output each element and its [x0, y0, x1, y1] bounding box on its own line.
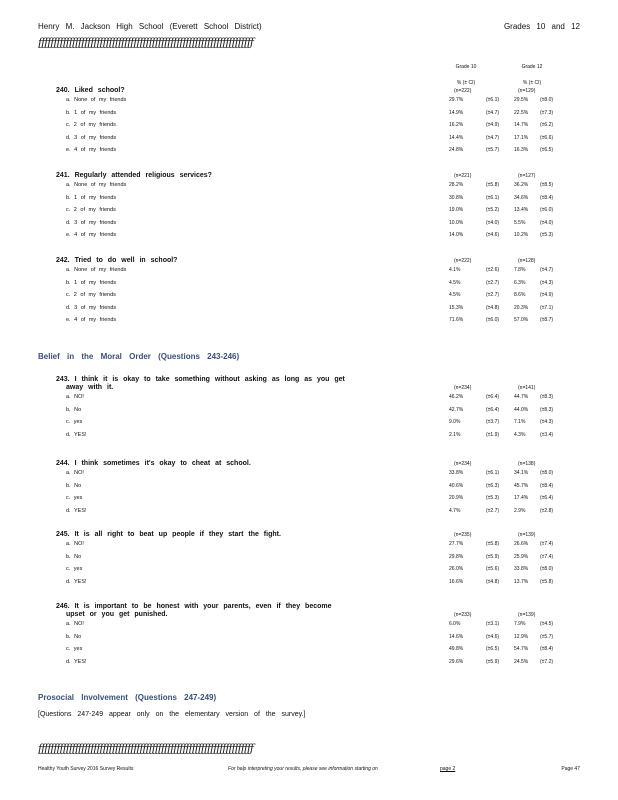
pct-grade12: 14.7% — [514, 122, 529, 128]
ci-grade10: (±4.6) — [486, 633, 500, 640]
n-grade12: (n=141) — [518, 385, 536, 391]
question-title — [56, 603, 576, 619]
answer-label: c. yes — [66, 646, 83, 652]
ci-grade12: (±8.3) — [540, 406, 554, 413]
pct-grade12: 16.3% — [514, 147, 529, 153]
question-text: 241. Regularly attended religious services? — [56, 172, 212, 179]
ci-grade12: (±7.4) — [540, 553, 554, 560]
answer-label: b. No — [66, 633, 82, 640]
answer-label: c. 2 of my friends — [66, 122, 116, 128]
question-block — [56, 531, 576, 589]
school-name: Henry M. Jackson High School (Everett School District) — [38, 22, 262, 31]
answer-label: d. YES! — [66, 578, 87, 585]
answer-row — [56, 506, 576, 519]
pct-grade10: 19.0% — [449, 207, 464, 213]
answer-row — [56, 481, 576, 494]
n-grade12: (n=138) — [518, 461, 536, 467]
answer-label: b. No — [66, 553, 82, 560]
question-text-cont: away with it. — [66, 384, 114, 391]
ci-grade12: (±5.3) — [540, 232, 554, 238]
n-grade10: (n=222) — [454, 88, 472, 94]
ci-grade12: (±4.0) — [540, 219, 554, 226]
answer-row — [56, 230, 576, 243]
pct-grade12: 45.7% — [514, 482, 529, 489]
pct-grade10: 29.6% — [449, 658, 464, 665]
footer-page-link[interactable]: page 2 — [440, 766, 456, 772]
ci-grade10: (±6.1) — [486, 194, 500, 201]
ci-grade12: (±6.4) — [540, 495, 554, 501]
question-text: 244. I think sometimes it's okay to cheat at school. — [56, 460, 251, 467]
pct-grade10: 6.0% — [449, 621, 461, 627]
ci-grade10: (±6.0) — [486, 317, 500, 323]
n-grade10: (n=234) — [454, 461, 472, 467]
ci-grade12: (±2.8) — [540, 507, 554, 514]
question-block — [56, 172, 576, 243]
grades-label: Grades 10 and 12 — [503, 22, 580, 31]
ci-grade10: (±5.8) — [486, 541, 500, 547]
ci-grade10: (±5.8) — [486, 182, 500, 188]
n-grade10: (n=234) — [454, 385, 472, 391]
question-block — [56, 257, 576, 328]
answer-row — [56, 577, 576, 590]
pct-grade12: 5.5% — [514, 219, 526, 226]
ci-grade12: (±7.1) — [540, 304, 554, 311]
ci-grade12: (±7.3) — [540, 109, 554, 116]
answer-row — [56, 95, 576, 108]
pct-grade10: 30.8% — [449, 194, 464, 201]
question-title — [56, 87, 576, 95]
pct-grade10: 24.8% — [449, 147, 464, 153]
ci-grade10: (±5.9) — [486, 553, 500, 560]
question-text: 240. Liked school? — [56, 87, 125, 94]
answer-row — [56, 133, 576, 146]
answer-row — [56, 405, 576, 418]
pct-grade12: 36.2% — [514, 182, 529, 188]
ci-grade12: (±8.0) — [540, 97, 554, 103]
ci-grade12: (±6.6) — [540, 134, 554, 141]
pct-grade10: 46.2% — [449, 394, 464, 400]
pct-grade10: 4.5% — [449, 292, 461, 298]
answer-label: a. NO! — [66, 541, 84, 547]
ci-grade12: (±4.3) — [540, 279, 554, 286]
pct-grade12: 57.0% — [514, 317, 529, 323]
answer-label: c. yes — [66, 495, 83, 501]
ci-grade12: (±8.4) — [540, 646, 554, 652]
ci-grade12: (±8.4) — [540, 482, 554, 489]
col-pct-12: % (± CI) — [522, 80, 542, 86]
answer-row — [56, 468, 576, 481]
pct-grade12: 54.7% — [514, 646, 529, 652]
answer-row — [56, 193, 576, 206]
ci-grade12: (±6.5) — [540, 147, 554, 153]
section-note: [Questions 247-249 appear only on the elementary version of the survey.] — [38, 711, 306, 718]
ci-grade12: (±3.4) — [540, 431, 554, 438]
question-title — [56, 257, 576, 265]
question-title — [56, 172, 576, 180]
ci-grade10: (±2.7) — [486, 507, 500, 514]
ci-grade10: (±6.1) — [486, 470, 500, 476]
ci-grade10: (±6.3) — [486, 482, 500, 489]
pct-grade12: 17.4% — [514, 495, 529, 501]
question-title — [56, 531, 576, 539]
answer-row — [56, 493, 576, 506]
question-block — [56, 460, 576, 518]
answer-row — [56, 120, 576, 133]
pct-grade10: 40.6% — [449, 482, 464, 489]
answer-row — [56, 539, 576, 552]
ci-grade10: (±4.7) — [486, 109, 500, 116]
pct-grade12: 44.0% — [514, 406, 529, 413]
ci-grade10: (±6.5) — [486, 646, 500, 652]
pct-grade12: 20.3% — [514, 304, 529, 311]
answer-label: b. 1 of my friends — [66, 109, 117, 116]
ci-grade12: (±5.7) — [540, 633, 554, 640]
question-text: 242. Tried to do well in school? — [56, 257, 178, 264]
ci-grade10: (±2.6) — [486, 267, 500, 273]
pct-grade12: 10.2% — [514, 232, 529, 238]
answer-label: c. 2 of my friends — [66, 292, 116, 298]
pct-grade12: 17.1% — [514, 134, 529, 141]
answer-row — [56, 180, 576, 193]
answer-row — [56, 303, 576, 316]
ci-grade12: (±8.0) — [540, 566, 554, 572]
answer-row — [56, 417, 576, 430]
answer-label: d. 3 of my friends — [66, 304, 117, 311]
question-text: 246. It is important to be honest with your parents, even if they become — [56, 603, 332, 610]
pct-grade12: 24.5% — [514, 658, 529, 665]
pct-grade10: 14.9% — [449, 109, 464, 116]
pct-grade10: 10.0% — [449, 219, 464, 226]
ci-grade12: (±4.7) — [540, 267, 554, 273]
answer-row — [56, 290, 576, 303]
answer-row — [56, 657, 576, 670]
ci-grade10: (±5.3) — [486, 495, 500, 501]
ci-grade12: (±8.5) — [540, 182, 554, 188]
question-block — [56, 376, 576, 442]
pct-grade12: 6.3% — [514, 279, 526, 286]
ci-grade12: (±6.0) — [540, 207, 554, 213]
pct-grade10: 9.0% — [449, 419, 461, 425]
answer-label: b. 1 of my friends — [66, 279, 117, 286]
pct-grade12: 26.6% — [514, 541, 529, 547]
answer-label: e. 4 of my friends — [66, 317, 117, 323]
answer-label: a. None of my friends — [66, 182, 127, 188]
pct-grade10: 14.6% — [449, 633, 464, 640]
section-moral-order: Belief in the Moral Order (Questions 243-246) — [38, 352, 240, 361]
ci-grade10: (±5.6) — [486, 566, 500, 572]
page-header — [38, 22, 580, 34]
answer-row — [56, 644, 576, 657]
ci-grade10: (±4.6) — [486, 232, 500, 238]
pct-grade10: 29.7% — [449, 97, 464, 103]
pct-grade10: 14.4% — [449, 134, 464, 141]
answer-row — [56, 278, 576, 291]
answer-label: a. NO! — [66, 470, 84, 476]
pct-grade10: 4.7% — [449, 507, 461, 514]
answer-label: c. yes — [66, 419, 83, 425]
ci-grade10: (±3.7) — [486, 419, 500, 425]
answer-label: d. YES! — [66, 658, 87, 665]
n-grade10: (n=221) — [454, 173, 472, 179]
pct-grade12: 22.5% — [514, 109, 529, 116]
answer-label: c. 2 of my friends — [66, 207, 116, 213]
pct-grade10: 33.8% — [449, 470, 464, 476]
pct-grade10: 16.6% — [449, 578, 464, 585]
n-grade10: (n=235) — [454, 532, 472, 538]
answer-row — [56, 552, 576, 565]
pct-grade12: 33.8% — [514, 566, 529, 572]
answer-label: b. No — [66, 482, 82, 489]
answer-label: b. No — [66, 406, 82, 413]
ci-grade12: (±8.0) — [540, 470, 554, 476]
answer-row — [56, 430, 576, 443]
pct-grade12: 13.7% — [514, 578, 529, 585]
pct-grade10: 20.9% — [449, 495, 464, 501]
pct-grade12: 25.9% — [514, 553, 529, 560]
pct-grade12: 2.9% — [514, 507, 526, 514]
ci-grade12: (±8.4) — [540, 194, 554, 201]
n-grade12: (n=129) — [518, 88, 536, 94]
n-grade12: (n=139) — [518, 612, 536, 618]
ci-grade10: (±1.9) — [486, 431, 500, 438]
n-grade10: (n=222) — [454, 258, 472, 264]
ci-grade10: (±4.0) — [486, 219, 500, 226]
footer-page-number: Page 47 — [561, 766, 580, 772]
answer-row — [56, 205, 576, 218]
pct-grade10: 14.0% — [449, 232, 464, 238]
answer-row — [56, 108, 576, 121]
ci-grade10: (±4.8) — [486, 304, 500, 311]
ci-grade10: (±5.2) — [486, 207, 500, 213]
ci-grade10: (±6.4) — [486, 406, 500, 413]
ci-grade10: (±6.4) — [486, 394, 500, 400]
pct-grade12: 7.8% — [514, 267, 526, 273]
question-text: 245. It is all right to beat up people if they start the fight. — [56, 531, 281, 538]
pct-grade10: 16.2% — [449, 122, 464, 128]
col-pct-10: % (± CI) — [456, 80, 476, 86]
ci-grade10: (±4.8) — [486, 578, 500, 585]
answer-label: d. 3 of my friends — [66, 134, 117, 141]
footer-mid: For help interpreting your results, please see information starting on — [228, 766, 378, 772]
answer-row — [56, 564, 576, 577]
pct-grade12: 8.6% — [514, 292, 526, 298]
col-grade12: Grade 12 — [521, 64, 543, 70]
pct-grade12: 34.6% — [514, 194, 529, 201]
footer-left: Healthy Youth Survey 2016 Survey Results — [38, 766, 134, 772]
ci-grade10: (±2.7) — [486, 292, 500, 298]
n-grade10: (n=233) — [454, 612, 472, 618]
pct-grade12: 7.1% — [514, 419, 526, 425]
ci-grade12: (±4.9) — [540, 292, 554, 298]
answer-label: b. 1 of my friends — [66, 194, 117, 201]
question-block — [56, 603, 576, 669]
pct-grade12: 7.9% — [514, 621, 526, 627]
answer-label: e. 4 of my friends — [66, 147, 117, 153]
pct-grade10: 15.3% — [449, 304, 464, 311]
question-text: 243. I think it is okay to take something without asking as long as you get — [56, 376, 345, 383]
answer-row — [56, 145, 576, 158]
pct-grade10: 27.7% — [449, 541, 464, 547]
answer-label: d. YES! — [66, 507, 87, 514]
ci-grade10: (±5.7) — [486, 147, 500, 153]
section-prosocial: Prosocial Involvement (Questions 247-249) — [38, 693, 217, 702]
ci-grade12: (±7.4) — [540, 541, 554, 547]
ci-grade12: (±6.2) — [540, 122, 554, 128]
top-rule: ƒƒƒƒƒƒƒƒƒƒƒƒƒƒƒƒƒƒƒƒƒƒƒƒƒƒƒƒƒƒƒƒƒƒƒƒƒƒƒƒƒƒƒƒƒƒƒƒƒƒƒƒƒƒƒƒƒƒƒƒƒƒƒƒƒƒƒƒƒƒ — [38, 36, 253, 49]
page-footer — [38, 766, 580, 776]
pct-grade12: 12.9% — [514, 633, 529, 640]
pct-grade10: 49.8% — [449, 646, 464, 652]
answer-row — [56, 392, 576, 405]
ci-grade10: (±2.7) — [486, 279, 500, 286]
pct-grade12: 29.5% — [514, 97, 529, 103]
question-title — [56, 376, 576, 392]
answer-label: a. None of my friends — [66, 97, 127, 103]
n-grade12: (n=139) — [518, 532, 536, 538]
pct-grade10: 71.6% — [449, 317, 464, 323]
ci-grade10: (±4.7) — [486, 134, 500, 141]
answer-row — [56, 265, 576, 278]
pct-grade12: 13.4% — [514, 207, 529, 213]
n-grade12: (n=128) — [518, 258, 536, 264]
ci-grade10: (±3.1) — [486, 621, 500, 627]
pct-grade12: 4.3% — [514, 431, 526, 438]
answer-label: a. NO! — [66, 621, 84, 627]
pct-grade12: 34.1% — [514, 470, 529, 476]
ci-grade10: (±4.9) — [486, 122, 500, 128]
n-grade12: (n=127) — [518, 173, 536, 179]
pct-grade10: 2.1% — [449, 431, 461, 438]
ci-grade12: (±4.3) — [540, 419, 554, 425]
ci-grade12: (±7.2) — [540, 658, 554, 665]
ci-grade10: (±5.9) — [486, 658, 500, 665]
answer-label: a. NO! — [66, 394, 84, 400]
col-grade10: Grade 10 — [455, 64, 477, 70]
question-block — [56, 87, 576, 158]
answer-label: a. None of my friends — [66, 267, 127, 273]
pct-grade10: 4.5% — [449, 279, 461, 286]
pct-grade10: 4.1% — [449, 267, 461, 273]
answer-label: e. 4 of my friends — [66, 232, 117, 238]
pct-grade10: 28.2% — [449, 182, 464, 188]
pct-grade10: 42.7% — [449, 406, 464, 413]
pct-grade10: 29.8% — [449, 553, 464, 560]
answer-label: d. 3 of my friends — [66, 219, 117, 226]
pct-grade10: 26.0% — [449, 566, 464, 572]
answer-row — [56, 619, 576, 632]
question-text-cont: upset or you get punished. — [66, 611, 168, 618]
answer-row — [56, 632, 576, 645]
answer-label: c. yes — [66, 566, 83, 572]
ci-grade12: (±5.8) — [540, 578, 554, 585]
question-title — [56, 460, 576, 468]
ci-grade12: (±4.5) — [540, 621, 554, 627]
ci-grade10: (±6.1) — [486, 97, 500, 103]
answer-label: d. YES! — [66, 431, 87, 438]
answer-row — [56, 218, 576, 231]
ci-grade12: (±8.3) — [540, 394, 554, 400]
pct-grade12: 44.7% — [514, 394, 529, 400]
answer-row — [56, 315, 576, 328]
ci-grade12: (±8.7) — [540, 317, 554, 323]
bottom-rule: ƒƒƒƒƒƒƒƒƒƒƒƒƒƒƒƒƒƒƒƒƒƒƒƒƒƒƒƒƒƒƒƒƒƒƒƒƒƒƒƒƒƒƒƒƒƒƒƒƒƒƒƒƒƒƒƒƒƒƒƒƒƒƒƒƒƒƒƒƒƒ — [38, 742, 253, 755]
